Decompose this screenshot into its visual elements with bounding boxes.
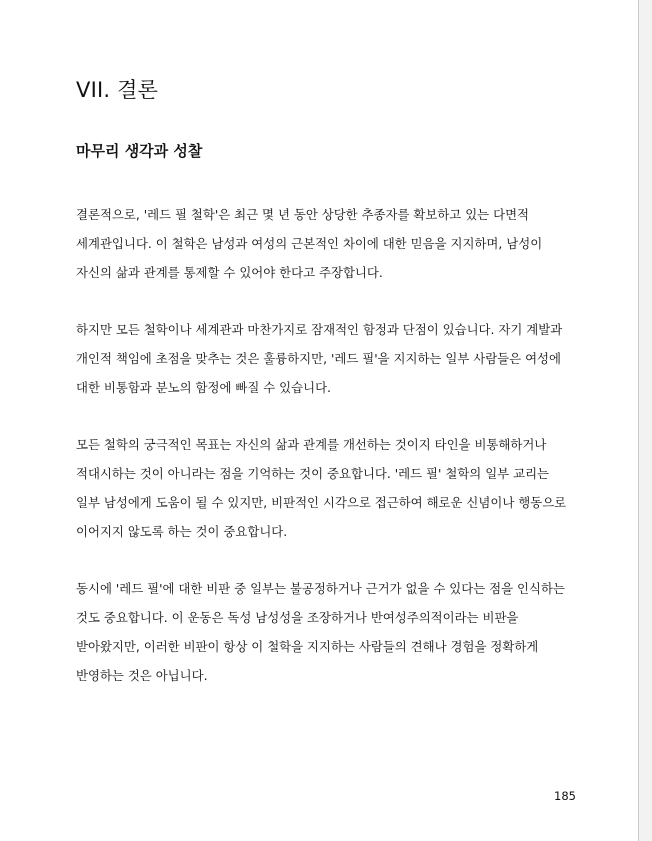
paragraph-line: 동시에 '레드 필'에 대한 비판 중 일부는 불공정하거나 근거가 없을 수 있다는 점을 인식하는 (76, 581, 565, 596)
paragraph-line: 적대시하는 것이 아니라는 점을 기억하는 것이 중요합니다. '레드 필' 철학의 일부 교리는 (76, 466, 550, 481)
section-title: 마무리 생각과 성찰 (76, 142, 203, 160)
paragraph-line: 것도 중요합니다. 이 운동은 독성 남성성을 조장하거나 반여성주의적이라는 비판을 (76, 610, 519, 625)
paragraph-line: 결론적으로, '레드 필 철학'은 최근 몇 년 동안 상당한 추종자를 확보하고 있는 다면적 (76, 207, 530, 222)
paragraph-4 (76, 574, 576, 690)
paragraph-line: 일부 남성에게 도움이 될 수 있지만, 비판적인 시각으로 접근하여 해로운 신념이나 행동으로 (76, 495, 567, 510)
paragraph-line: 세계관입니다. 이 철학은 남성과 여성의 근본적인 차이에 대한 믿음을 지지하며, 남성이 (76, 236, 543, 251)
paragraph-3 (76, 430, 576, 546)
paragraph-2 (76, 315, 576, 402)
paragraph-line: 받아왔지만, 이러한 비판이 항상 이 철학을 지지하는 사람들의 견해나 경험을 정확하게 (76, 639, 539, 654)
paragraph-line: 모든 철학의 궁극적인 목표는 자신의 삶과 관계를 개선하는 것이지 타인을 비통해하거나 (76, 437, 547, 452)
paragraph-line: 자신의 삶과 관계를 통제할 수 있어야 한다고 주장합니다. (76, 265, 383, 280)
paragraph-line: 이어지지 않도록 하는 것이 중요합니다. (76, 524, 288, 539)
paragraph-line: 반영하는 것은 아닙니다. (76, 668, 208, 683)
viewer-gutter (639, 0, 652, 841)
paragraph-line: 대한 비통함과 분노의 함정에 빠질 수 있습니다. (76, 380, 331, 395)
paragraph-line: 개인적 책임에 초점을 맞추는 것은 훌륭하지만, '레드 필'을 지지하는 일부 사람들은 여성에 (76, 351, 561, 366)
paragraph-1 (76, 200, 576, 287)
chapter-title: VII. 결론 (76, 78, 159, 102)
page-number: 185 (554, 789, 576, 803)
paragraph-line: 하지만 모든 철학이나 세계관과 마찬가지로 잠재적인 함정과 단점이 있습니다. 자기 계발과 (76, 322, 563, 337)
